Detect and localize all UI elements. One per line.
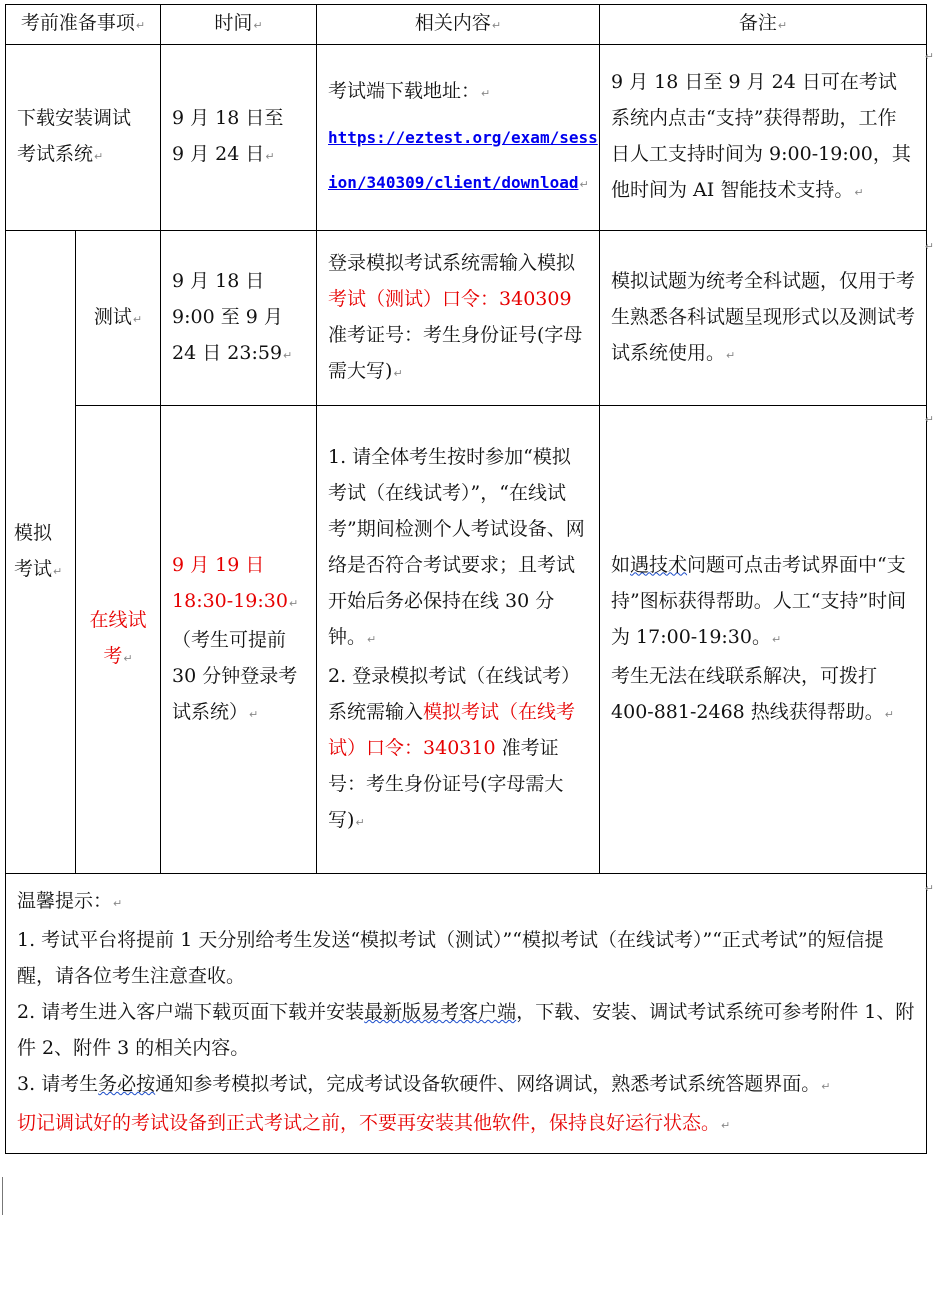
exam-prep-table [5,4,927,1154]
online-row [6,406,927,874]
online-note-cell: 如遇技术问题可点击考试界面中“支持”图标获得帮助。人工“支持”时间为 17:00-19:30。↵ 考生无法在线联系解决，可拨打 400-881-2468 热线获得帮助。↵ [600,406,927,874]
header-time: 时间↵ [161,5,317,45]
download-content-cell: 考试端下载地址：↵ https://eztest.org/exam/sess ion/340309/client/download↵ [317,45,600,231]
row-end-mark: ↵ [924,50,934,63]
test-row [6,231,927,406]
row-end-mark: ↵ [924,240,934,253]
tips-cell [6,874,927,1154]
download-time-cell: 9 月 18 日至 9 月 24 日↵ [161,45,317,231]
download-note-cell: 9 月 18 日至 9 月 24 日可在考试系统内点击“支持”获得帮助，工作日人工支持时间为 9:00-19:00，其他时间为 AI 智能技术支持。↵ [600,45,927,231]
header-note: 备注↵ [600,5,927,45]
tips-title: 温馨提示：↵ [17,890,123,912]
mock-group-cell: 模拟考试↵ [6,231,76,874]
tips-item-2: 2. 请考生进入客户端下载页面下载并安装最新版易考客户端，下载、安装、调试考试系统可参考附件 1、附件 2、附件 3 的相关内容。 [17,1001,915,1059]
tips-item-3: 3. 请考生务必按通知参考模拟考试，完成考试设备软硬件、网络调试，熟悉考试系统答题界面。↵ [17,1073,831,1095]
header-content: 相关内容↵ [317,5,600,45]
row-end-mark: ↵ [924,413,934,426]
download-item-cell: 下载安装调试考试系统↵ [6,45,161,231]
tips-item-1: 1. 考试平台将提前 1 天分别给考生发送“模拟考试（测试）”“模拟考试（在线试考）”“正式考试”的短信提醒，请各位考生注意查收。 [17,929,884,987]
test-label-cell: 测试↵ [76,231,161,406]
download-link[interactable]: https://eztest.org/exam/sess [328,127,598,147]
online-content-cell: 1. 请全体考生按时参加“模拟考试（在线试考）”，“在线试考”期间检测个人考试设备、网络是否符合考试要求；且考试开始后务必保持在线 30 分钟。↵ 2. 登录模拟考试（在线试考）系统需输入模拟考试（在线考试）口令：340310 准考证号：考生身份证号(字母需大写)↵ [317,406,600,874]
test-time-cell: 9 月 18 日 9:00 至 9 月 24 日 23:59↵ [161,231,317,406]
tips-row [6,874,927,1154]
test-note-cell: 模拟试题为统考全科试题，仅用于考生熟悉各科试题呈现形式以及测试考试系统使用。↵ [600,231,927,406]
download-row [6,45,927,231]
online-time-cell: 9 月 19 日 18:30-19:30↵ （考生可提前 30 分钟登录考试系统）↵ [161,406,317,874]
online-label-cell: 在线试考↵ [76,406,161,874]
test-content-cell: 登录模拟考试系统需输入模拟考试（测试）口令：340309准考证号：考生身份证号(字母需大写)↵ [317,231,600,406]
row-end-mark: ↵ [924,882,934,895]
header-row [6,5,927,45]
tips-item-4: 切记调试好的考试设备到正式考试之前，不要再安装其他软件，保持良好运行状态。↵ [17,1112,731,1134]
download-link-cont[interactable]: ion/340309/client/download [328,172,579,192]
header-item: 考前准备事项↵ [6,5,161,45]
text-cursor [2,1177,3,1215]
